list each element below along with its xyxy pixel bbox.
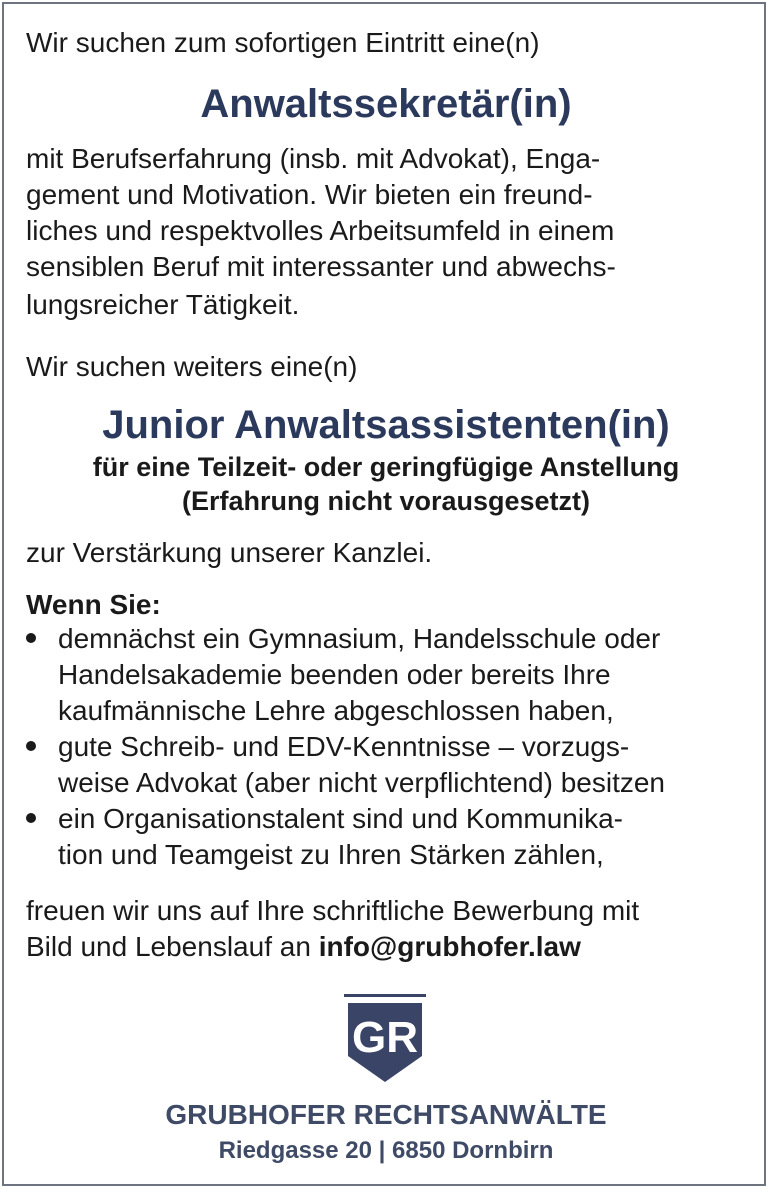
paragraph-line: mit Berufserfahrung (insb. mit Advokat), Enga- — [26, 143, 601, 174]
bullet-line: weise Advokat (aber nicht verpflichtend) besitzen — [58, 767, 665, 798]
position-subtitle-1: für eine Teilzeit- oder geringfügige Anstellung — [92, 452, 680, 482]
bullet-line: gute Schreib- und EDV-Kenntnisse – vorzugs- — [58, 731, 630, 762]
bullet-icon — [26, 741, 36, 751]
bullet-line: tion und Teamgeist zu Ihren Stärken zählen, — [58, 839, 604, 870]
paragraph-line: gement und Motivation. Wir bieten ein freund- — [26, 179, 593, 210]
closing-prefix: Bild und Lebenslauf an — [26, 931, 319, 962]
bullet-line: Handelsakademie beenden oder bereits Ihre — [58, 659, 611, 690]
position-title-1: Anwaltssekretär(in) — [200, 82, 572, 126]
bullet-line: kaufmännische Lehre abgeschlossen haben, — [58, 695, 614, 726]
paragraph-line: sensiblen Beruf mit interessanter und abwechs- — [26, 251, 616, 282]
intro-line-1: Wir suchen zum sofortigen Eintritt eine(n) — [26, 27, 540, 58]
firm-logo-icon — [344, 994, 426, 1086]
position-title-2: Junior Anwaltsassistenten(in) — [102, 403, 670, 447]
paragraph-line: lungsreicher Tätigkeit. — [26, 289, 300, 320]
contact-email: info@grubhofer.law — [318, 931, 581, 962]
bullet-line: demnächst ein Gymnasium, Handelsschule oder — [58, 623, 661, 654]
closing-line-1: freuen wir uns auf Ihre schriftliche Bewerbung mit — [26, 895, 640, 926]
bullet-line: ein Organisationstalent sind und Kommunika- — [58, 803, 623, 834]
requirements-heading: Wenn Sie: — [26, 589, 161, 620]
position-subtitle-2: (Erfahrung nicht vorausgesetzt) — [181, 486, 591, 516]
firm-name: GRUBHOFER RECHTSANWÄLTE — [165, 1099, 607, 1130]
paragraph-line: liches und respektvolles Arbeitsumfeld in einem — [26, 215, 615, 246]
intro-line-2: Wir suchen weiters eine(n) — [26, 351, 358, 382]
bullet-icon — [26, 813, 36, 823]
logo-monogram: GR — [352, 1013, 418, 1062]
firm-address: Riedgasse 20 | 6850 Dornbirn — [218, 1137, 554, 1164]
reinforcement-line: zur Verstärkung unserer Kanzlei. — [26, 537, 433, 568]
closing-line-2 — [26, 930, 581, 964]
bullet-icon — [26, 633, 36, 643]
